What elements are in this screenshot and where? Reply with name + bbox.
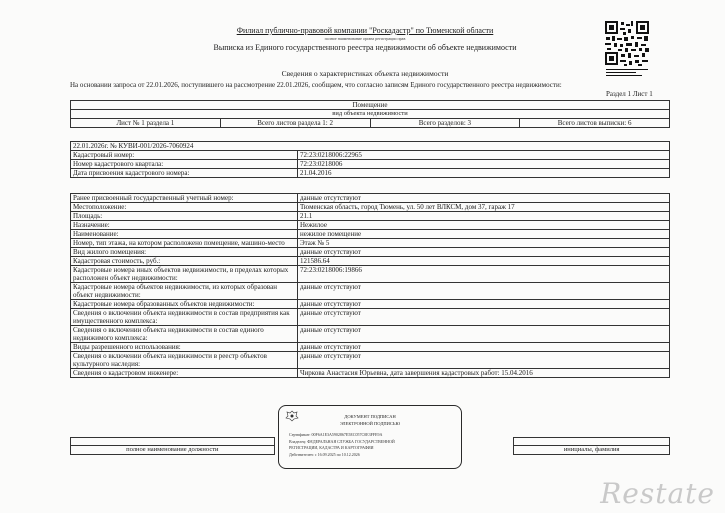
- row-value: данные отсутствуют: [298, 326, 670, 343]
- characteristics-table: [70, 193, 670, 378]
- stamp-owner: Владелец: ФЕДЕРАЛЬНАЯ СЛУЖБА ГОСУДАРСТВЕННОЙ: [289, 438, 395, 444]
- object-type-caption: вид объекта недвижимости: [71, 110, 670, 119]
- row-value: данные отсутствуют: [298, 194, 670, 203]
- total-sections: Всего разделов: 3: [370, 119, 520, 128]
- watermark-logo: Restate: [600, 477, 715, 510]
- row-label: Кадастровые номера образованных объектов недвижимости:: [71, 300, 298, 309]
- stamp-signed: ДОКУМЕНТ ПОДПИСАН: [344, 414, 396, 419]
- org-name: Филиал публично-правовой компании "Роскадастр" по Тюменской области: [236, 26, 494, 35]
- total-sheets-section: Всего листов раздела 1: 2: [220, 119, 370, 128]
- row-value: данные отсутствуют: [298, 300, 670, 309]
- row-label: Кадастровая стоимость, руб.:: [71, 257, 298, 266]
- row-label: Сведения о кадастровом инженере:: [71, 369, 298, 378]
- qr-code-icon: [604, 20, 650, 80]
- row-value: Чиркова Анастасия Юрьевна, дата завершения кадастровых работ: 15.04.2016: [298, 369, 670, 378]
- table-row: [71, 248, 670, 257]
- document-title: Сведения о характеристиках объекта недвижимости: [281, 69, 449, 78]
- object-type: Помещение: [71, 101, 670, 110]
- row-value: Этаж № 5: [298, 239, 670, 248]
- row-label: Сведения о включении объекта недвижимости в реестр объектов культурного наследия:: [71, 352, 298, 369]
- table-row: [71, 169, 670, 178]
- row-label: Кадастровые номера объектов недвижимости, из которых образован объект недвижимости:: [71, 283, 298, 300]
- e-signature-stamp: [278, 405, 462, 469]
- row-value: данные отсутствуют: [298, 283, 670, 300]
- row-value: Нежилое: [298, 221, 670, 230]
- row-label: Местоположение:: [71, 203, 298, 212]
- object-header-table: [70, 100, 670, 128]
- extract-date-number: 22.01.2026г. № КУВИ-001/2026-7060924: [71, 142, 670, 151]
- name-caption: инициалы, фамилия: [514, 446, 670, 455]
- row-label: Кадастровые номера иных объектов недвижимости, в пределах которых расположен объект недвижимости:: [71, 266, 298, 283]
- table-row: [71, 283, 670, 300]
- stamp-owner-cont: РЕГИСТРАЦИИ, КАДАСТРА И КАРТОГРАФИИ: [289, 445, 374, 450]
- table-row: [71, 239, 670, 248]
- stamp-validity: Действителен: с 16.09.2025 по 10.12.2026: [289, 451, 360, 457]
- row-value: данные отсутствуют: [298, 343, 670, 352]
- row-label: Кадастровый номер:: [71, 151, 298, 160]
- row-label: Сведения о включении объекта недвижимости в состав предприятия как имущественного комплекса:: [71, 309, 298, 326]
- table-row: [71, 300, 670, 309]
- row-value: данные отсутствуют: [298, 352, 670, 369]
- row-label: Дата присвоения кадастрового номера:: [71, 169, 298, 178]
- row-label: Вид жилого помещения:: [71, 248, 298, 257]
- row-label: Номер кадастрового квартала:: [71, 160, 298, 169]
- table-row: [71, 221, 670, 230]
- row-label: Наименование:: [71, 230, 298, 239]
- row-value: 121586.64: [298, 257, 670, 266]
- table-row: [71, 151, 670, 160]
- row-value: Тюменская область, город Тюмень, ул. 50 лет ВЛКСМ, дом 37, гараж 17: [298, 203, 670, 212]
- table-row: [71, 230, 670, 239]
- table-row: [71, 203, 670, 212]
- row-value: 72:23:0218006: [298, 160, 670, 169]
- table-row: [71, 309, 670, 326]
- row-value: 72:23:0218006:22965: [298, 151, 670, 160]
- identification-table: [70, 141, 670, 178]
- row-label: Виды разрешенного использования:: [71, 343, 298, 352]
- row-value: 21.04.2016: [298, 169, 670, 178]
- table-row: [71, 352, 670, 369]
- table-row: [71, 194, 670, 203]
- request-basis: На основании запроса от 22.01.2026, поступившего на рассмотрение 22.01.2026, сообщаем, что согласно записям Единого государственного реестра недвижимости:: [70, 81, 562, 89]
- extract-title: Выписка из Единого государственного реестра недвижимости об объекте недвижимости: [213, 43, 517, 52]
- table-row: [71, 257, 670, 266]
- row-value: 72:23:0218006:19866: [298, 266, 670, 283]
- row-value: 21.1: [298, 212, 670, 221]
- stamp-certificate: Сертификат: 00F6A1E3A5902867E5EC057C0E3FFE9A: [289, 432, 383, 437]
- table-row: [71, 326, 670, 343]
- table-row: [71, 343, 670, 352]
- table-row: [71, 212, 670, 221]
- row-label: Номер, тип этажа, на котором расположено помещение, машино-место: [71, 239, 298, 248]
- section-sheet-number: Раздел 1 Лист 1: [606, 90, 653, 98]
- table-row: [71, 369, 670, 378]
- row-label: Сведения о включении объекта недвижимости в состав единого недвижимого комплекса:: [71, 326, 298, 343]
- org-name-caption: полное наименование органа регистрации прав: [324, 36, 406, 41]
- row-value: данные отсутствуют: [298, 309, 670, 326]
- table-row: [71, 266, 670, 283]
- sheet-number: Лист № 1 раздела 1: [71, 119, 221, 128]
- table-row: [71, 160, 670, 169]
- row-value: данные отсутствуют: [298, 248, 670, 257]
- row-label: Ранее присвоенный государственный учетный номер:: [71, 194, 298, 203]
- stamp-e-signature: ЭЛЕКТРОННОЙ ПОДПИСЬЮ: [339, 421, 401, 426]
- total-sheets-extract: Всего листов выписки: 6: [520, 119, 670, 128]
- row-value: нежилое помещение: [298, 230, 670, 239]
- row-label: Назначение:: [71, 221, 298, 230]
- row-label: Площадь:: [71, 212, 298, 221]
- position-caption: полное наименование должности: [71, 446, 275, 455]
